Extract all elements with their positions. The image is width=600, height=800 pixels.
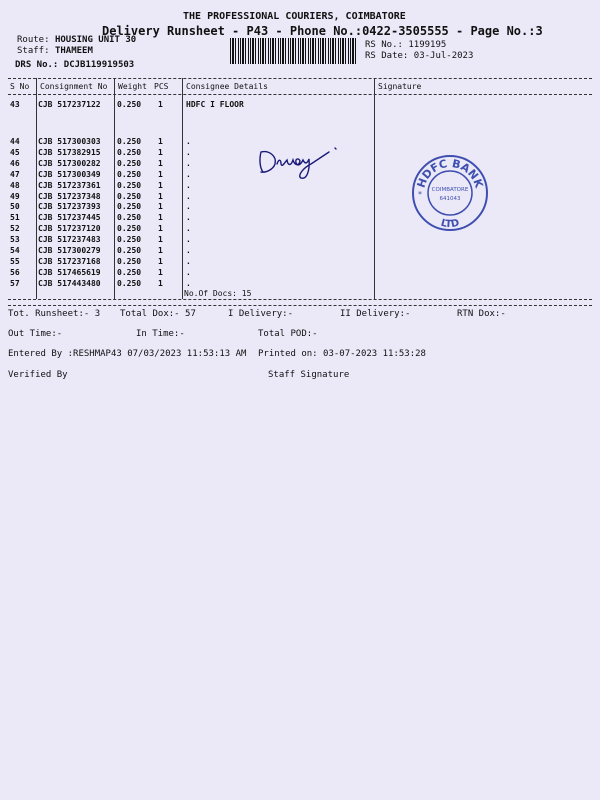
cell-details: . <box>186 158 191 168</box>
staff-value: THAMEEM <box>54 46 93 56</box>
route-label: Route: <box>17 35 50 45</box>
cell-details: . <box>186 191 191 201</box>
route-line <box>17 35 136 45</box>
cell-pcs: 1 <box>158 191 163 201</box>
drs-label: DRS No.: <box>15 60 59 70</box>
cell-pcs: 1 <box>158 100 163 109</box>
cell-sno: 56 <box>10 267 20 277</box>
drs-value: DCJB119919503 <box>63 60 135 70</box>
in-time: In Time:- <box>136 329 185 339</box>
cell-pcs: 1 <box>158 158 163 168</box>
cell-consignment: CJB 517237361 <box>38 180 101 190</box>
footer-rule <box>8 305 592 306</box>
cell-weight: 0.250 <box>117 180 142 190</box>
cell-sno: 54 <box>10 246 20 255</box>
handwritten-signature <box>255 142 350 182</box>
cell-sno: 46 <box>10 158 20 168</box>
cell-pcs: 1 <box>158 278 163 288</box>
cell-weight: 0.250 <box>117 278 142 288</box>
cell-sno: 47 <box>10 169 20 179</box>
stamp-top-text: HDFC BANK <box>414 156 486 190</box>
cell-consignment: CJB 517237483 <box>38 235 101 245</box>
stamp-star-icon: * <box>418 190 422 199</box>
cell-details: . <box>186 224 191 234</box>
cell-sno: 51 <box>10 213 20 223</box>
i-delivery: I Delivery:- <box>228 309 294 319</box>
cell-weight: 0.250 <box>117 191 142 201</box>
header-consignment: Consignment No <box>40 82 108 91</box>
cell-details: . <box>186 256 191 266</box>
header-weight: Weight <box>118 82 147 91</box>
cell-consignment: CJB 517443480 <box>38 278 101 288</box>
cell-consignment: CJB 517237393 <box>38 202 101 212</box>
cell-weight: 0.250 <box>117 169 142 179</box>
rs-date-label: RS Date: <box>365 51 409 61</box>
cell-pcs: 1 <box>158 180 163 190</box>
cell-weight: 0.250 <box>117 267 142 277</box>
rtn-dox: RTN Dox:- <box>457 309 506 319</box>
cell-weight: 0.250 <box>117 202 142 212</box>
header-pcs: PCS <box>154 82 169 91</box>
cell-sno: 45 <box>10 147 20 157</box>
company-title: THE PROFESSIONAL COURIERS, COIMBATORE <box>183 11 406 22</box>
col-divider-2 <box>114 78 115 299</box>
cell-pcs: 1 <box>158 137 163 146</box>
col-divider-1 <box>36 78 37 299</box>
cell-pcs: 1 <box>158 202 163 212</box>
ii-delivery: II Delivery:- <box>340 309 411 319</box>
cell-details: . <box>186 147 191 157</box>
printed-on: Printed on: 03-07-2023 11:53:28 <box>258 349 426 359</box>
cell-details: . <box>186 213 191 223</box>
cell-sno: 48 <box>10 180 20 190</box>
rs-no-label: RS No.: <box>365 40 403 50</box>
verified-by: Verified By <box>8 370 68 380</box>
cell-weight: 0.250 <box>117 137 142 146</box>
cell-consignment: CJB 517300303 <box>38 137 101 146</box>
staff-line <box>17 46 93 56</box>
cell-pcs: 1 <box>158 213 163 223</box>
cell-consignment: CJB 517382915 <box>38 147 101 157</box>
cell-sno: 53 <box>10 235 20 245</box>
cell-details: . <box>186 180 191 190</box>
table-top-rule <box>8 78 592 79</box>
rs-date-line <box>365 51 473 61</box>
cell-consignment: CJB 517300349 <box>38 169 101 179</box>
cell-weight: 0.250 <box>117 147 142 157</box>
stamp-inner-pin: 641043 <box>439 196 461 202</box>
cell-pcs: 1 <box>158 224 163 234</box>
cell-sno: 43 <box>10 100 20 109</box>
col-divider-3 <box>182 78 183 299</box>
cell-consignment: CJB 517237122 <box>38 100 101 109</box>
cell-pcs: 1 <box>158 147 163 157</box>
cell-details: HDFC I FLOOR <box>186 100 244 109</box>
cell-sno: 50 <box>10 202 20 212</box>
cell-consignment: CJB 517300282 <box>38 158 101 168</box>
no-of-docs: No.Of Docs: 15 <box>184 289 252 298</box>
tot-runsheet: Tot. Runsheet:- 3 <box>8 309 101 319</box>
rs-no-value: 1199195 <box>408 40 447 50</box>
cell-sno: 52 <box>10 224 20 234</box>
cell-details: . <box>186 202 191 212</box>
cell-details: . <box>186 169 191 179</box>
cell-consignment: CJB 517237348 <box>38 191 101 201</box>
cell-details: . <box>186 278 191 288</box>
cell-details: . <box>186 235 191 245</box>
total-dox: Total Dox:- 57 <box>120 309 196 319</box>
staff-label: Staff: <box>17 46 50 56</box>
cell-consignment: CJB 517237168 <box>38 256 101 266</box>
rs-no-line <box>365 40 446 50</box>
cell-weight: 0.250 <box>117 256 142 266</box>
cell-pcs: 1 <box>158 246 163 255</box>
out-time: Out Time:- <box>8 329 63 339</box>
barcode <box>230 38 358 64</box>
drs-line <box>15 60 134 70</box>
table-bottom-rule <box>8 299 592 300</box>
header-sno: S No <box>10 82 30 91</box>
cell-consignment: CJB 517300279 <box>38 246 101 255</box>
cell-weight: 0.250 <box>117 158 142 168</box>
rs-date-value: 03-Jul-2023 <box>413 51 474 61</box>
cell-consignment: CJB 517465619 <box>38 267 101 277</box>
cell-details: . <box>186 267 191 277</box>
cell-pcs: 1 <box>158 169 163 179</box>
cell-weight: 0.250 <box>117 235 142 245</box>
cell-sno: 44 <box>10 137 20 146</box>
cell-pcs: 1 <box>158 267 163 277</box>
cell-weight: 0.250 <box>117 213 142 223</box>
entered-by: Entered By :RESHMAP43 07/03/2023 11:53:13 AM <box>8 349 247 359</box>
cell-pcs: 1 <box>158 256 163 266</box>
cell-sno: 55 <box>10 256 20 266</box>
hdfc-bank-stamp <box>410 153 490 233</box>
cell-details: . <box>186 137 191 146</box>
cell-consignment: CJB 517237445 <box>38 213 101 223</box>
header-consignee: Consignee Details <box>186 82 268 91</box>
runsheet-subtitle: Delivery Runsheet - P43 - Phone No.:0422-3505555 - Page No.:3 <box>102 24 543 38</box>
table-header-rule <box>8 94 592 95</box>
svg-text:LTD <box>439 218 460 231</box>
cell-consignment: CJB 517237120 <box>38 224 101 234</box>
header-signature: Signature <box>378 82 422 91</box>
staff-signature: Staff Signature <box>268 370 350 380</box>
cell-sno: 49 <box>10 191 20 201</box>
stamp-bottom-text: LTD <box>439 217 461 231</box>
cell-details: . <box>186 246 191 255</box>
stamp-inner-city: COIMBATORE <box>431 187 469 193</box>
col-divider-4 <box>374 78 375 299</box>
route-value: HOUSING UNIT 30 <box>54 35 137 45</box>
svg-text:HDFC BANK <box>415 157 486 190</box>
cell-pcs: 1 <box>158 235 163 245</box>
cell-weight: 0.250 <box>117 224 142 234</box>
total-pod: Total POD:- <box>258 329 318 339</box>
cell-weight: 0.250 <box>117 246 142 255</box>
cell-sno: 57 <box>10 278 20 288</box>
cell-weight: 0.250 <box>117 100 142 109</box>
